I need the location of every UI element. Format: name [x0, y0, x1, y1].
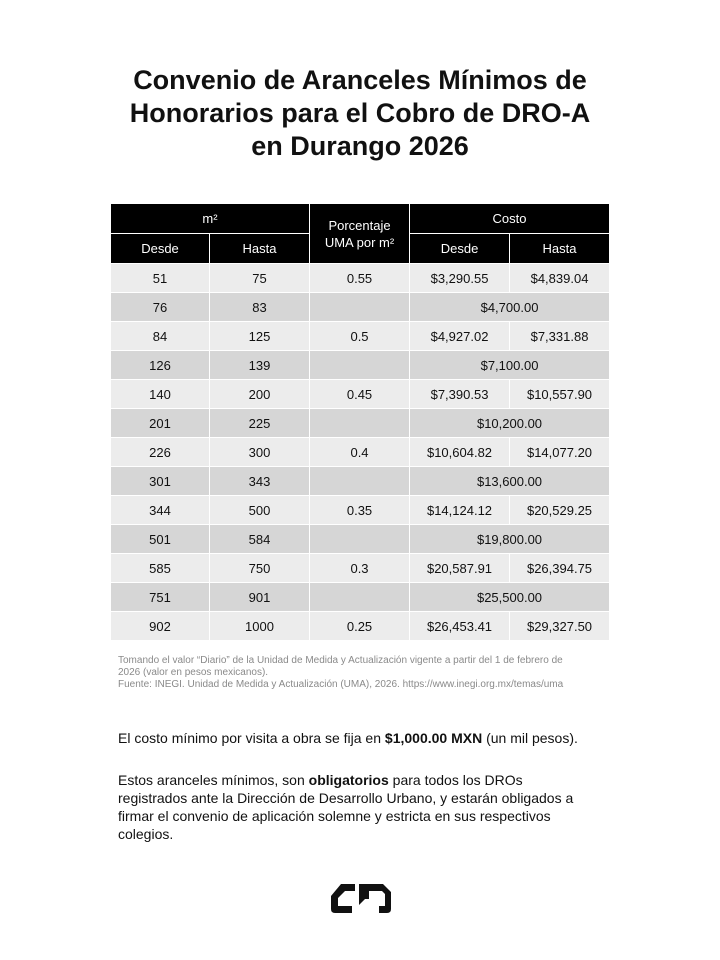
cell-costo-fijo: $25,500.00: [410, 583, 610, 612]
cell-costo-fijo: $4,700.00: [410, 293, 610, 322]
cell-porcentaje: 0.3: [310, 554, 410, 583]
aranceles-paragraph: [118, 771, 618, 843]
cell-costo-fijo: $10,200.00: [410, 409, 610, 438]
cell-porcentaje: 0.5: [310, 322, 410, 351]
cell-hasta: 1000: [210, 612, 310, 641]
source-note: [118, 655, 608, 691]
cell-desde: 84: [111, 322, 210, 351]
header-costo: Costo: [410, 204, 610, 234]
visita-amount: $1,000.00 MXN: [384, 730, 483, 746]
tarifas-table: [110, 203, 610, 641]
visita-text-after: (un mil pesos).: [482, 730, 578, 746]
cell-porcentaje: [310, 525, 410, 554]
table-row: [111, 293, 610, 322]
cell-porcentaje: 0.55: [310, 264, 410, 293]
header-costo-desde: Desde: [410, 234, 510, 264]
cell-desde: 751: [111, 583, 210, 612]
table-row: [111, 438, 610, 467]
aranceles-text-after: para todos los DROs: [388, 772, 523, 788]
table-body: [111, 264, 610, 641]
note-line-3: Fuente: INEGI. Unidad de Medida y Actualización (UMA), 2026. https://www.inegi.org.mx/temas/uma: [118, 679, 564, 690]
title-line-2: Honorarios para el Cobro de DRO-A: [129, 98, 591, 128]
cell-porcentaje: 0.35: [310, 496, 410, 525]
cell-hasta: 584: [210, 525, 310, 554]
brand-logo-icon: [327, 882, 394, 914]
table-row: [111, 322, 610, 351]
cell-desde: 126: [111, 351, 210, 380]
cell-desde: 585: [111, 554, 210, 583]
cell-desde: 344: [111, 496, 210, 525]
header-desde: Desde: [111, 234, 210, 264]
cell-costo-fijo: $19,800.00: [410, 525, 610, 554]
table-row: [111, 554, 610, 583]
cell-desde: 201: [111, 409, 210, 438]
cell-costo-fijo: $7,100.00: [410, 351, 610, 380]
table-row: [111, 467, 610, 496]
cell-desde: 902: [111, 612, 210, 641]
note-line-1: Tomando el valor “Diario” de la Unidad de Medida y Actualización vigente a partir del 1 de febrero de: [118, 655, 563, 666]
cell-desde: 51: [111, 264, 210, 293]
cell-hasta: 200: [210, 380, 310, 409]
note-line-2: 2026 (valor en pesos mexicanos).: [118, 667, 269, 678]
table-row: [111, 409, 610, 438]
cell-costo-desde: $10,604.82: [410, 438, 510, 467]
aranceles-line-1: [118, 771, 618, 789]
header-porcentaje-line2: UMA por m²: [324, 234, 395, 250]
table-row: [111, 351, 610, 380]
cell-porcentaje: [310, 351, 410, 380]
header-costo-hasta: Hasta: [510, 234, 610, 264]
cell-hasta: 343: [210, 467, 310, 496]
cell-hasta: 75: [210, 264, 310, 293]
cell-costo-hasta: $10,557.90: [510, 380, 610, 409]
table-row: [111, 380, 610, 409]
cell-costo-hasta: $26,394.75: [510, 554, 610, 583]
table-header: [111, 204, 610, 264]
visita-text-before: El costo mínimo por visita a obra se fija en: [118, 730, 385, 746]
header-hasta: Hasta: [210, 234, 310, 264]
cell-costo-desde: $4,927.02: [410, 322, 510, 351]
cell-costo-desde: $14,124.12: [410, 496, 510, 525]
cell-costo-hasta: $20,529.25: [510, 496, 610, 525]
cell-costo-hasta: $29,327.50: [510, 612, 610, 641]
cell-costo-hasta: $7,331.88: [510, 322, 610, 351]
cell-hasta: 139: [210, 351, 310, 380]
title-line-1: Convenio de Aranceles Mínimos de: [133, 65, 587, 95]
visita-paragraph: [118, 729, 618, 747]
cell-hasta: 300: [210, 438, 310, 467]
aranceles-line-2: registrados ante la Dirección de Desarrollo Urbano, y estarán obligados a: [118, 790, 574, 806]
cell-costo-desde: $26,453.41: [410, 612, 510, 641]
aranceles-bold: obligatorios: [308, 772, 389, 788]
header-porcentaje-line1: Porcentaje: [328, 217, 391, 233]
aranceles-line-3: firmar el convenio de aplicación solemne y estricta en sus respectivos: [118, 808, 551, 824]
cell-hasta: 750: [210, 554, 310, 583]
aranceles-line-4: colegios.: [118, 826, 174, 842]
table-row: [111, 612, 610, 641]
table-row: [111, 264, 610, 293]
cell-desde: 226: [111, 438, 210, 467]
cell-hasta: 901: [210, 583, 310, 612]
cell-costo-hasta: $14,077.20: [510, 438, 610, 467]
table-row: [111, 583, 610, 612]
cell-costo-desde: $20,587.91: [410, 554, 510, 583]
cell-hasta: 225: [210, 409, 310, 438]
cell-hasta: 83: [210, 293, 310, 322]
cell-costo-hasta: $4,839.04: [510, 264, 610, 293]
cell-porcentaje: [310, 583, 410, 612]
table-row: [111, 525, 610, 554]
table-row: [111, 496, 610, 525]
cell-desde: 501: [111, 525, 210, 554]
header-m2: m²: [111, 204, 310, 234]
cell-hasta: 500: [210, 496, 310, 525]
page-title: [60, 64, 660, 163]
cell-porcentaje: [310, 467, 410, 496]
cell-costo-desde: $3,290.55: [410, 264, 510, 293]
cell-costo-desde: $7,390.53: [410, 380, 510, 409]
cell-hasta: 125: [210, 322, 310, 351]
title-line-3: en Durango 2026: [251, 131, 469, 161]
aranceles-text-before: Estos aranceles mínimos, son: [118, 772, 309, 788]
cell-desde: 140: [111, 380, 210, 409]
cell-porcentaje: 0.4: [310, 438, 410, 467]
cell-porcentaje: 0.25: [310, 612, 410, 641]
cell-porcentaje: [310, 409, 410, 438]
cell-desde: 301: [111, 467, 210, 496]
header-porcentaje: [310, 204, 410, 264]
cell-costo-fijo: $13,600.00: [410, 467, 610, 496]
cell-desde: 76: [111, 293, 210, 322]
cell-porcentaje: [310, 293, 410, 322]
cell-porcentaje: 0.45: [310, 380, 410, 409]
